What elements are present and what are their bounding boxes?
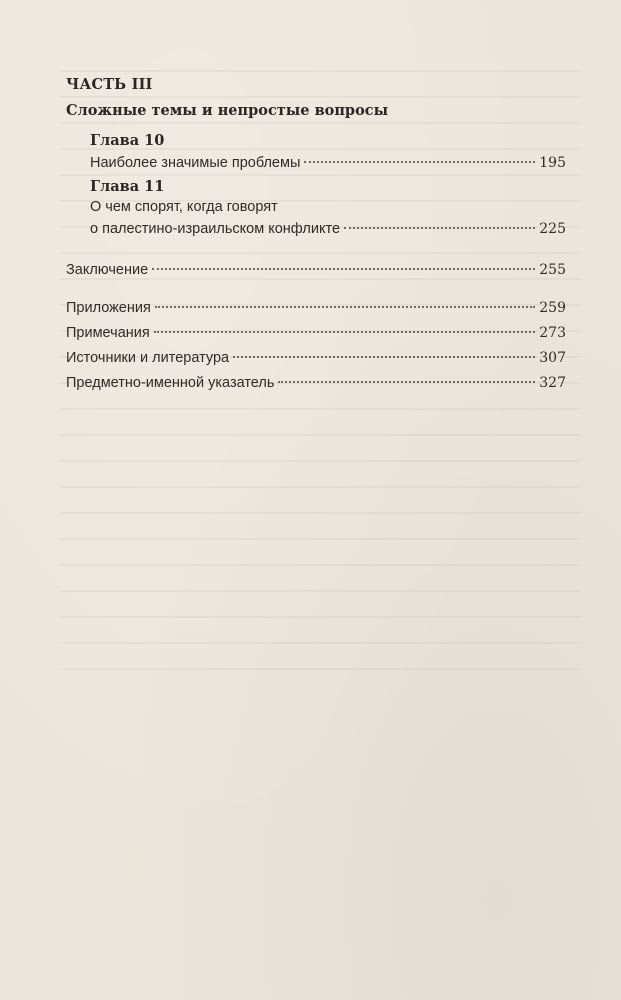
dot-leader (278, 381, 535, 383)
toc-page-number: 255 (539, 262, 566, 278)
toc-page-number: 225 (539, 221, 566, 237)
toc-entry-appendices[interactable] (66, 300, 566, 316)
toc-entry-chapter-11[interactable] (90, 221, 566, 237)
toc-entry-title: Источники и литература (66, 350, 230, 366)
dot-leader (152, 268, 535, 270)
toc-entry-index[interactable] (66, 375, 566, 391)
toc-entry-title: Предметно-именной указатель (66, 375, 275, 391)
dot-leader (304, 161, 535, 163)
toc-page-number: 195 (539, 155, 566, 171)
chapter-10-label: Глава 10 (90, 132, 165, 149)
toc-page-number: 259 (539, 300, 566, 316)
toc-entry-title: Примечания (66, 325, 150, 341)
toc-entry-title: о палестино-израильском конфликте (90, 221, 341, 237)
dot-leader (344, 227, 535, 229)
dot-leader (155, 306, 535, 308)
part-title: Сложные темы и непростые вопросы (66, 102, 389, 119)
chapter-11-label: Глава 11 (90, 178, 165, 195)
toc-entry-conclusion[interactable] (66, 262, 566, 278)
dot-leader (154, 331, 536, 333)
toc-page-number: 327 (539, 375, 566, 391)
toc-entry-notes[interactable] (66, 325, 566, 341)
toc-entry-chapter-10[interactable] (90, 155, 566, 171)
toc-entry-sources[interactable] (66, 350, 566, 366)
toc-entry-title: Наиболее значимые проблемы (90, 155, 301, 171)
toc-page-number: 273 (539, 325, 566, 341)
part-number: ЧАСТЬ III (66, 76, 153, 93)
toc-page-number: 307 (539, 350, 566, 366)
toc-entry-title: Приложения (66, 300, 151, 316)
dot-leader (233, 356, 535, 358)
toc-entry-title: Заключение (66, 262, 149, 278)
toc-entry-title-line-1: О чем спорят, когда говорят (90, 199, 278, 215)
